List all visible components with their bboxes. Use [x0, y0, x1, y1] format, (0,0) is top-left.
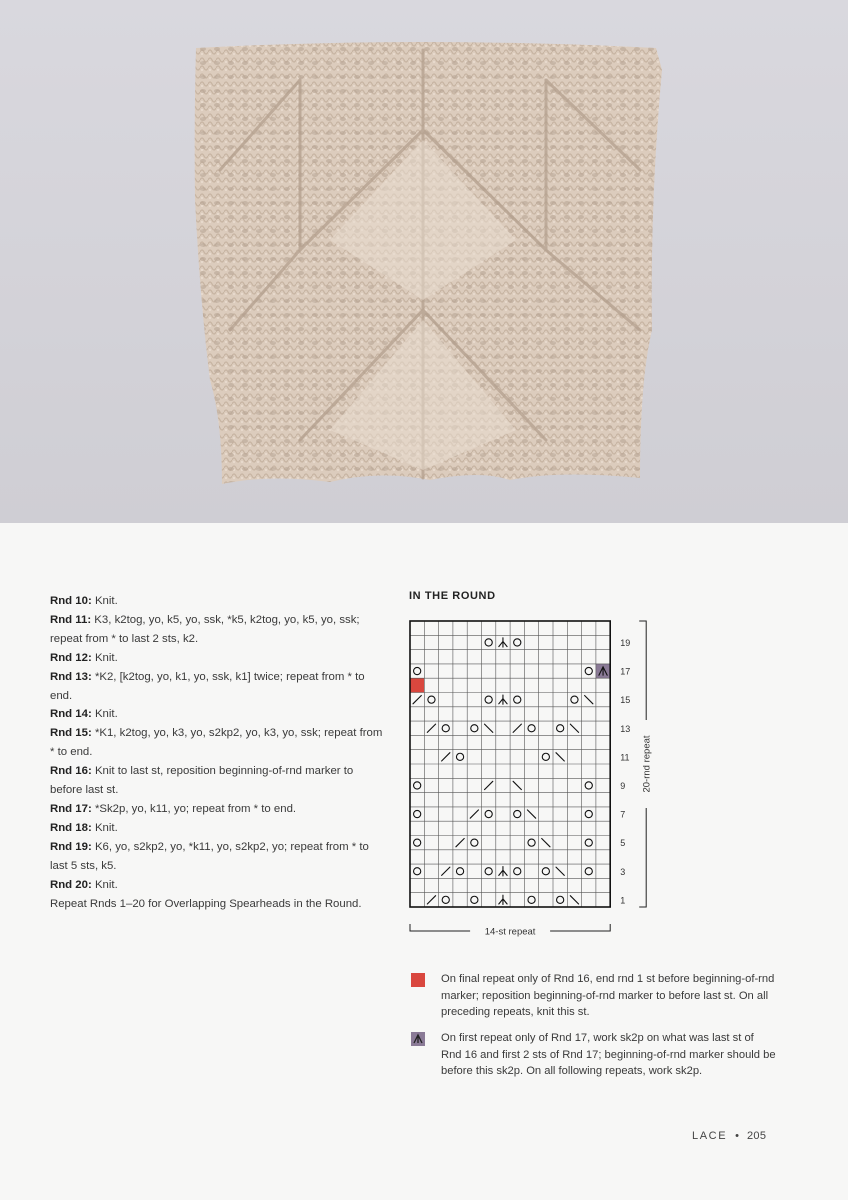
- row-number: 19: [620, 637, 631, 648]
- ssk-symbol: [527, 810, 535, 818]
- yo-symbol: [485, 639, 492, 646]
- k2tog-symbol: [456, 839, 464, 847]
- row-number: 1: [620, 895, 626, 906]
- yo-symbol: [585, 868, 592, 875]
- page-footer: [692, 1130, 766, 1142]
- yo-symbol: [442, 896, 449, 903]
- row-number: 15: [620, 695, 631, 706]
- ssk-symbol: [556, 753, 564, 761]
- s2kp2-symbol: [499, 638, 507, 647]
- k2tog-symbol: [513, 724, 521, 732]
- k2tog-symbol: [470, 810, 478, 818]
- yo-symbol: [557, 896, 564, 903]
- ssk-symbol: [570, 896, 578, 904]
- yo-symbol: [571, 696, 578, 703]
- red-square-icon: [411, 973, 425, 987]
- yo-symbol: [585, 782, 592, 789]
- chart-title: IN THE ROUND: [409, 590, 496, 602]
- row-number: 11: [620, 752, 630, 763]
- yo-symbol: [528, 896, 535, 903]
- yo-symbol: [414, 782, 421, 789]
- yo-symbol: [585, 810, 592, 817]
- k2tog-symbol: [427, 724, 435, 732]
- footer-section: LACE: [692, 1130, 728, 1142]
- instruction-rnd-17: Rnd 17: *Sk2p, yo, k11, yo; repeat from * to end.: [50, 802, 297, 815]
- k2tog-symbol: [413, 696, 421, 704]
- st-repeat-label: 14-st repeat: [484, 926, 536, 938]
- yo-symbol: [585, 839, 592, 846]
- yo-symbol: [528, 725, 535, 732]
- page-number: 205: [747, 1130, 767, 1142]
- chart-grid: [405, 618, 665, 953]
- yo-symbol: [557, 725, 564, 732]
- yo-symbol: [471, 725, 478, 732]
- instruction-rnd-12: Rnd 12: Knit.: [50, 651, 118, 664]
- pattern-instructions: [50, 592, 385, 913]
- yo-symbol: [414, 868, 421, 875]
- s2kp2-symbol: [499, 695, 507, 704]
- red-cell: [410, 678, 424, 692]
- row-number: 5: [620, 838, 626, 849]
- k2tog-symbol: [442, 753, 450, 761]
- row-number: 13: [620, 723, 631, 734]
- ssk-symbol: [585, 696, 593, 704]
- yo-symbol: [514, 639, 521, 646]
- yo-symbol: [585, 667, 592, 674]
- yo-symbol: [542, 868, 549, 875]
- ssk-symbol: [570, 724, 578, 732]
- yo-symbol: [414, 667, 421, 674]
- yo-symbol: [471, 896, 478, 903]
- instruction-rnd-20: Rnd 20: Knit.: [50, 878, 118, 891]
- lace-swatch-image: [0, 0, 848, 523]
- instruction-rnd-11: Rnd 11: K3, k2tog, yo, k5, yo, ssk, *k5, k2tog, yo, k5, yo, ssk; repeat from * to last 2 sts, k2.: [50, 613, 360, 645]
- yo-symbol: [514, 810, 521, 817]
- yo-symbol: [542, 753, 549, 760]
- legend-text-red: On final repeat only of Rnd 16, end rnd 1 st before beginning-of-rnd marker; reposition beginning-of-rnd marker to before last st. On all preceding repeats, knit this st.: [441, 973, 775, 1018]
- footer-separator: •: [735, 1130, 739, 1142]
- yo-symbol: [485, 810, 492, 817]
- instruction-rnd-15: Rnd 15: *K1, k2tog, yo, k3, yo, s2kp2, yo, k3, yo, ssk; repeat from * to end.: [50, 727, 383, 759]
- ssk-symbol: [542, 839, 550, 847]
- s2kp2-symbol: [499, 895, 507, 904]
- ssk-symbol: [485, 724, 493, 732]
- knitting-chart: [405, 618, 665, 958]
- row-number: 17: [620, 666, 631, 677]
- row-number: 3: [620, 866, 626, 877]
- rnd-repeat-label: 20-rnd repeat: [641, 735, 653, 793]
- row-number: 7: [620, 809, 626, 820]
- instruction-rnd-16: Rnd 16: Knit to last st, reposition beginning-of-rnd marker to before last st.: [50, 765, 354, 797]
- ssk-symbol: [513, 781, 521, 789]
- row-number: 9: [620, 780, 626, 791]
- yo-symbol: [414, 810, 421, 817]
- yo-symbol: [456, 753, 463, 760]
- yo-symbol: [442, 725, 449, 732]
- legend-text-purple: On first repeat only of Rnd 17, work sk2p on what was last st of Rnd 16 and first 2 sts of Rnd 17; beginning-of-rnd marker should be before this sk2p. On all following repeats, work sk2p.: [441, 1032, 776, 1077]
- yo-symbol: [514, 868, 521, 875]
- instruction-rnd-18: Rnd 18: Knit.: [50, 821, 118, 834]
- instruction-rnd-14: Rnd 14: Knit.: [50, 708, 118, 721]
- instruction-rnd-10: Rnd 10: Knit.: [50, 595, 118, 607]
- yo-symbol: [514, 696, 521, 703]
- k2tog-symbol: [427, 896, 435, 904]
- yo-symbol: [485, 696, 492, 703]
- swatch-photo: [0, 0, 848, 523]
- yo-symbol: [528, 839, 535, 846]
- yo-symbol: [428, 696, 435, 703]
- k2tog-symbol: [485, 781, 493, 789]
- instruction-repeat: Repeat Rnds 1–20 for Overlapping Spearheads in the Round.: [50, 897, 362, 910]
- instruction-rnd-13: Rnd 13: *K2, [k2tog, yo, k1, yo, ssk, k1] twice; repeat from * to end.: [50, 670, 365, 702]
- sk2p-purple-square-icon: [411, 1032, 425, 1046]
- s2kp2-symbol: [499, 867, 507, 876]
- ssk-symbol: [556, 867, 564, 875]
- yo-symbol: [414, 839, 421, 846]
- yo-symbol: [485, 868, 492, 875]
- k2tog-symbol: [442, 867, 450, 875]
- instruction-rnd-19: Rnd 19: K6, yo, s2kp2, yo, *k11, yo, s2kp2, yo; repeat from * to last 5 sts, k5.: [50, 840, 369, 872]
- yo-symbol: [456, 868, 463, 875]
- yo-symbol: [471, 839, 478, 846]
